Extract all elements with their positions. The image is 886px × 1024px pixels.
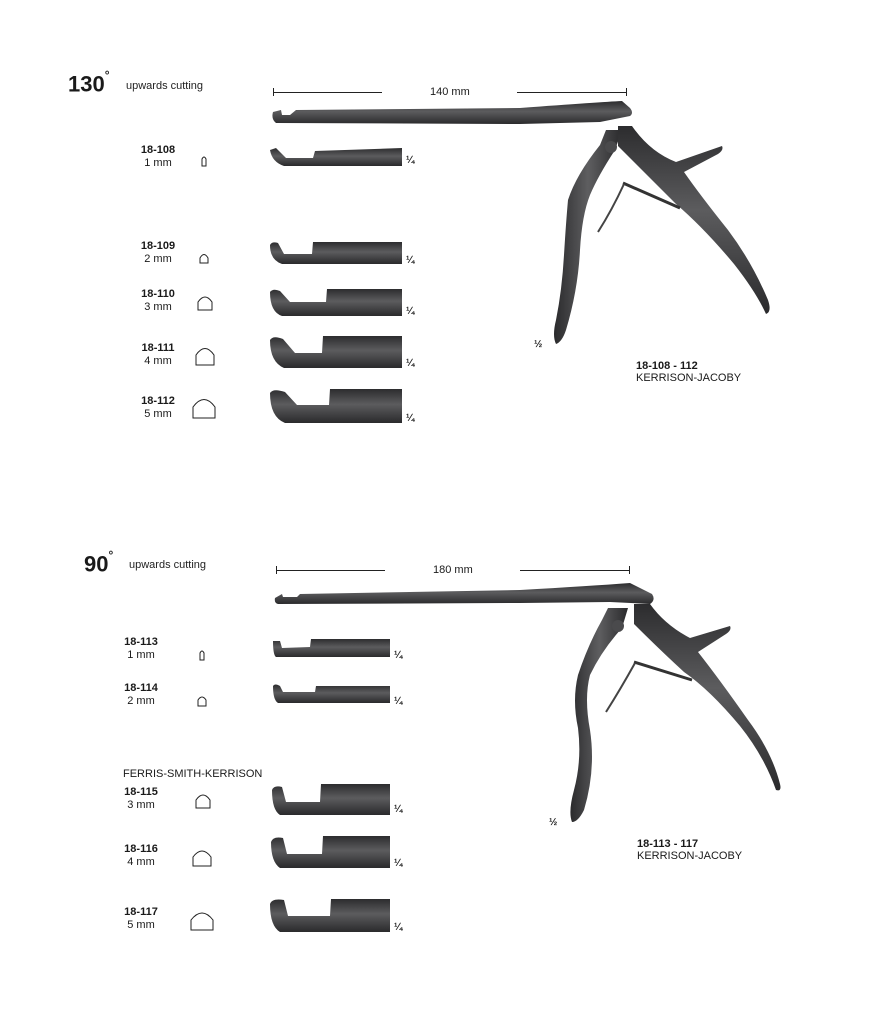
- item-size: 2 mm: [144, 253, 172, 265]
- item-size: 5 mm: [144, 408, 172, 420]
- item-code: 18-111: [141, 342, 175, 354]
- degree-symbol: °: [104, 68, 110, 82]
- item-size: 4 mm: [144, 355, 172, 367]
- item-size: 1 mm: [127, 649, 155, 661]
- caption-name: KERRISON-JACOBY: [636, 372, 742, 384]
- dimension-label: 140 mm: [430, 86, 470, 98]
- tip-scale-label: ¼: [394, 922, 403, 933]
- tip-scale-label: ¼: [406, 255, 415, 266]
- angle-value: 130: [68, 71, 105, 97]
- item-code: 18-108: [140, 144, 176, 156]
- tip-scale-label: ¼: [406, 155, 415, 166]
- item-code: 18-117: [124, 906, 158, 918]
- item-size: 4 mm: [127, 856, 155, 868]
- item-code: 18-112: [141, 395, 175, 407]
- tip-scale-label: ¼: [394, 804, 403, 815]
- tip-scale-label: ¼: [406, 306, 415, 317]
- tip-scale-label: ¼: [394, 858, 403, 869]
- tip-scale-label: ¼: [406, 358, 415, 369]
- item-size: 3 mm: [144, 301, 172, 313]
- dimension-label: 180 mm: [433, 564, 473, 576]
- item-size: 3 mm: [127, 799, 155, 811]
- section-subtitle: upwards cutting: [126, 80, 204, 92]
- section-subtitle: upwards cutting: [129, 559, 207, 571]
- caption-code-range: 18-108 - 112: [636, 360, 698, 372]
- main-scale-label: ½: [534, 339, 543, 350]
- item-code: 18-113: [124, 636, 158, 648]
- item-code: 18-110: [141, 288, 175, 300]
- item-code: 18-114: [124, 682, 158, 694]
- tip-scale-label: ¼: [406, 413, 415, 424]
- ferris-smith-kerrison-label: FERRIS-SMITH-KERRISON: [123, 768, 263, 780]
- item-code: 18-115: [124, 786, 158, 798]
- tip-scale-label: ¼: [394, 696, 403, 707]
- tip-scale-label: ¼: [394, 650, 403, 661]
- angle-value: 90: [84, 551, 109, 577]
- caption-code-range: 18-113 - 117: [637, 838, 699, 850]
- item-size: 1 mm: [144, 157, 172, 169]
- caption-name: KERRISON-JACOBY: [637, 850, 743, 862]
- degree-symbol: °: [108, 548, 114, 562]
- item-size: 2 mm: [127, 695, 155, 707]
- item-code: 18-116: [124, 843, 158, 855]
- item-size: 5 mm: [127, 919, 155, 931]
- main-scale-label: ½: [549, 817, 558, 828]
- item-code: 18-109: [140, 240, 176, 252]
